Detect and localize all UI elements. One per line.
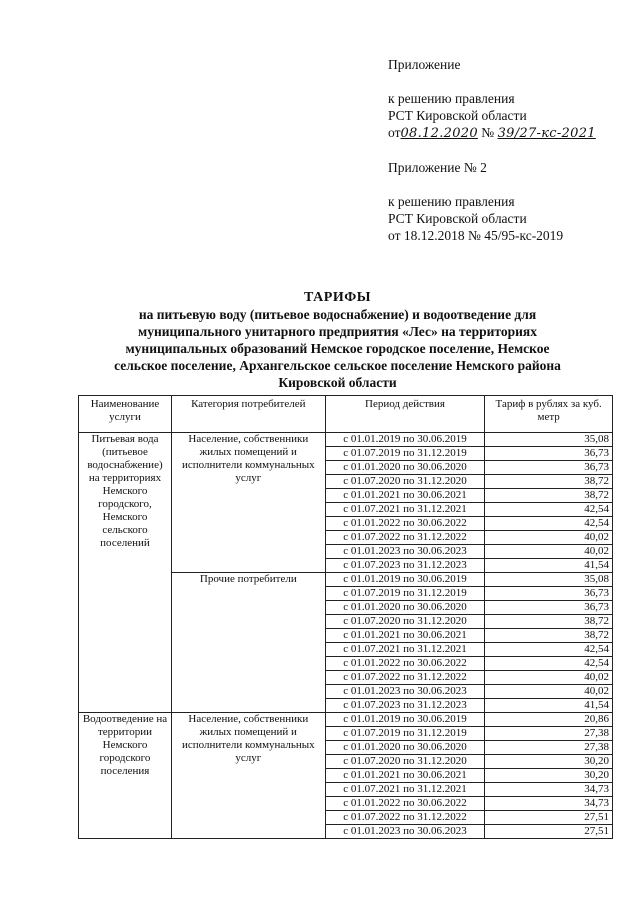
tariff-cell: 38,72 xyxy=(485,475,613,489)
tariff-cell: 27,38 xyxy=(485,727,613,741)
title-line: на питьевую воду (питьевое водоснабжение) и водоотведение для xyxy=(138,307,537,322)
decision2-label: к решению правления xyxy=(388,194,515,209)
tariff-cell: 20,86 xyxy=(485,713,613,727)
period-cell: с 01.01.2022 по 30.06.2022 xyxy=(325,657,485,671)
period-cell: с 01.01.2020 по 30.06.2020 xyxy=(325,601,485,615)
header-service: Наименование услуги xyxy=(79,396,172,433)
period-cell: с 01.07.2021 по 31.12.2021 xyxy=(325,783,485,797)
category-cell: Прочие потребители xyxy=(171,573,325,713)
header-period: Период действия xyxy=(325,396,485,433)
tariff-cell: 42,54 xyxy=(485,643,613,657)
category-cell: Население, собственники жилых помещений и исполнители коммунальных услуг xyxy=(171,713,325,839)
period-cell: с 01.01.2019 по 30.06.2019 xyxy=(325,433,485,447)
table-row xyxy=(79,433,613,447)
period-cell: с 01.01.2022 по 30.06.2022 xyxy=(325,797,485,811)
period-cell: с 01.07.2021 по 31.12.2021 xyxy=(325,503,485,517)
prev-decision-ref: от 18.12.2018 № 45/95-кс-2019 xyxy=(388,228,564,243)
period-cell: с 01.01.2020 по 30.06.2020 xyxy=(325,461,485,475)
tariff-cell: 34,73 xyxy=(485,797,613,811)
tariff-cell: 35,08 xyxy=(485,573,613,587)
tariff-table xyxy=(78,395,613,839)
decision-ref: от08.12.2020 № 39/27-кс-2021 xyxy=(388,125,596,141)
table-row xyxy=(79,713,613,727)
tariff-cell: 30,20 xyxy=(485,769,613,783)
tariff-cell: 42,54 xyxy=(485,503,613,517)
handwritten-number: 39/27-кс-2021 xyxy=(497,126,596,141)
table-header-row xyxy=(79,396,613,433)
period-cell: с 01.01.2021 по 30.06.2021 xyxy=(325,489,485,503)
tariff-cell: 34,73 xyxy=(485,783,613,797)
tariff-cell: 38,72 xyxy=(485,615,613,629)
decision-label: к решению правления xyxy=(388,91,515,106)
period-cell: с 01.07.2020 по 31.12.2020 xyxy=(325,475,485,489)
period-cell: с 01.07.2019 по 31.12.2019 xyxy=(325,587,485,601)
tariff-cell: 36,73 xyxy=(485,461,613,475)
period-cell: с 01.07.2022 по 31.12.2022 xyxy=(325,671,485,685)
service-cell: Питьевая вода (питьевое водоснабжение) на территориях Немского городского, Немского сельского поселений xyxy=(79,433,172,713)
document-title xyxy=(60,289,615,391)
title-line: муниципального унитарного предприятия «Лес» на территориях xyxy=(138,324,537,339)
tariff-cell: 40,02 xyxy=(485,531,613,545)
period-cell: с 01.01.2020 по 30.06.2020 xyxy=(325,741,485,755)
table-body xyxy=(79,433,613,839)
tariff-cell: 41,54 xyxy=(485,559,613,573)
tariff-cell: 30,20 xyxy=(485,755,613,769)
period-cell: с 01.07.2023 по 31.12.2023 xyxy=(325,699,485,713)
period-cell: с 01.01.2021 по 30.06.2021 xyxy=(325,629,485,643)
period-cell: с 01.07.2019 по 31.12.2019 xyxy=(325,727,485,741)
service-cell: Водоотведение на территории Немского городского поселения xyxy=(79,713,172,839)
tariff-cell: 40,02 xyxy=(485,685,613,699)
period-cell: с 01.07.2022 по 31.12.2022 xyxy=(325,531,485,545)
period-cell: с 01.07.2019 по 31.12.2019 xyxy=(325,447,485,461)
title-main: ТАРИФЫ xyxy=(304,290,371,305)
header-category: Категория потребителей xyxy=(171,396,325,433)
period-cell: с 01.01.2019 по 30.06.2019 xyxy=(325,573,485,587)
document-header xyxy=(388,56,596,244)
appendix-label: Приложение xyxy=(388,57,461,72)
tariff-cell: 40,02 xyxy=(485,671,613,685)
org-label: РСТ Кировской области xyxy=(388,108,527,123)
tariff-cell: 38,72 xyxy=(485,629,613,643)
tariff-cell: 42,54 xyxy=(485,657,613,671)
tariff-cell: 42,54 xyxy=(485,517,613,531)
title-line: сельское поселение, Архангельское сельское поселение Немского района xyxy=(114,358,561,373)
tariff-cell: 36,73 xyxy=(485,587,613,601)
period-cell: с 01.01.2022 по 30.06.2022 xyxy=(325,517,485,531)
category-cell: Население, собственники жилых помещений и исполнители коммунальных услуг xyxy=(171,433,325,573)
tariff-cell: 27,38 xyxy=(485,741,613,755)
tariff-cell: 27,51 xyxy=(485,811,613,825)
tariff-cell: 27,51 xyxy=(485,825,613,839)
period-cell: с 01.01.2019 по 30.06.2019 xyxy=(325,713,485,727)
title-line: муниципальных образований Немское городское поселение, Немское xyxy=(125,341,550,356)
period-cell: с 01.01.2021 по 30.06.2021 xyxy=(325,769,485,783)
tariff-cell: 40,02 xyxy=(485,545,613,559)
appendix2-label: Приложение № 2 xyxy=(388,160,487,175)
tariff-cell: 35,08 xyxy=(485,433,613,447)
handwritten-date: 08.12.2020 xyxy=(400,126,478,141)
header-tariff: Тариф в рублях за куб. метр xyxy=(485,396,613,433)
period-cell: с 01.07.2020 по 31.12.2020 xyxy=(325,615,485,629)
period-cell: с 01.07.2023 по 31.12.2023 xyxy=(325,559,485,573)
period-cell: с 01.01.2023 по 30.06.2023 xyxy=(325,685,485,699)
org2-label: РСТ Кировской области xyxy=(388,211,527,226)
period-cell: с 01.07.2020 по 31.12.2020 xyxy=(325,755,485,769)
tariff-cell: 36,73 xyxy=(485,447,613,461)
tariff-cell: 41,54 xyxy=(485,699,613,713)
period-cell: с 01.07.2022 по 31.12.2022 xyxy=(325,811,485,825)
period-cell: с 01.07.2021 по 31.12.2021 xyxy=(325,643,485,657)
title-line: Кировской области xyxy=(278,375,397,390)
tariff-cell: 38,72 xyxy=(485,489,613,503)
tariff-cell: 36,73 xyxy=(485,601,613,615)
period-cell: с 01.01.2023 по 30.06.2023 xyxy=(325,545,485,559)
period-cell: с 01.01.2023 по 30.06.2023 xyxy=(325,825,485,839)
